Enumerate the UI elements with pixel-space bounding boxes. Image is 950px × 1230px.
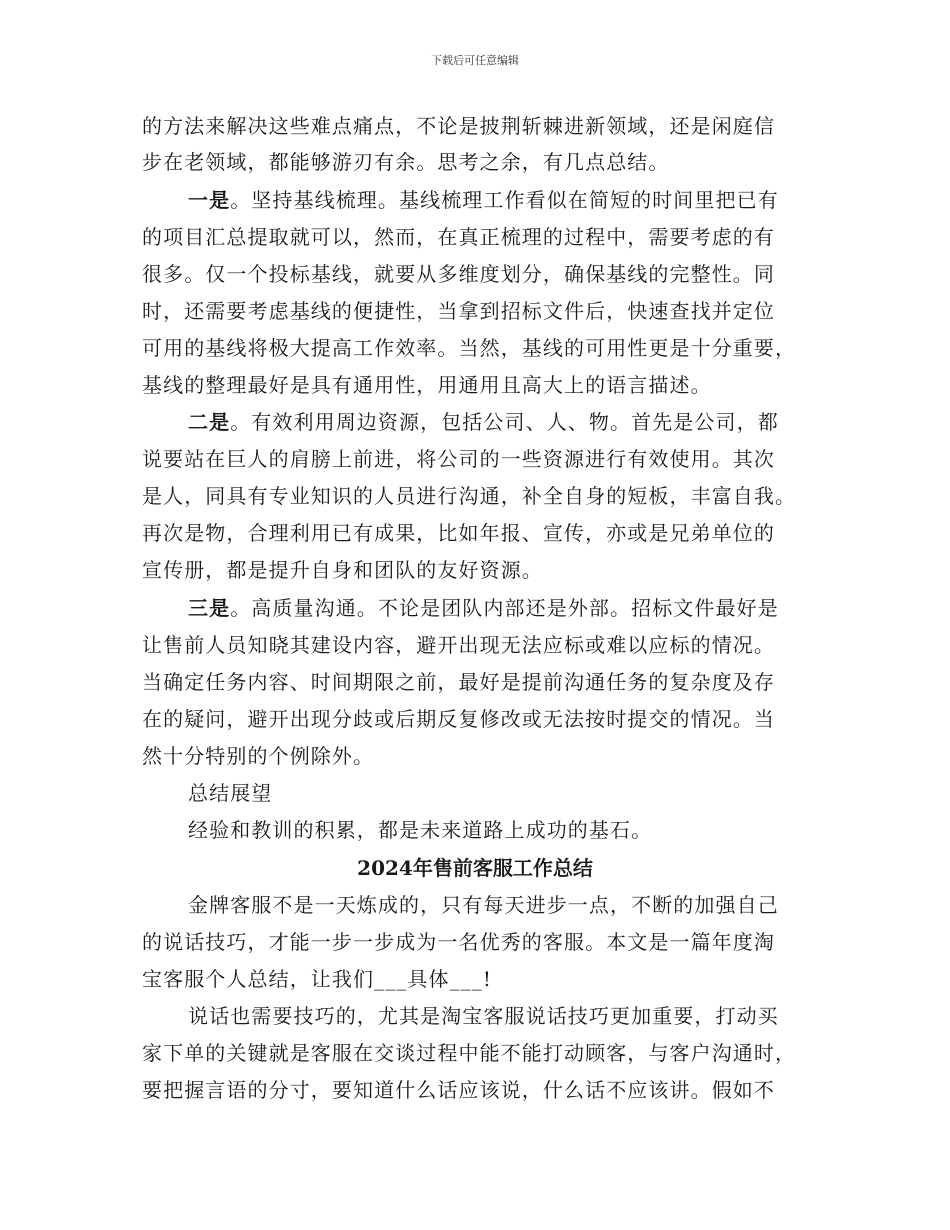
paragraph-first-line: 金牌客服不是一天炼成的，只有每天进步一点，不断的加强自己 bbox=[188, 893, 779, 917]
paragraph-line: 在的疑问，避开出现分歧或后期反复修改或无法按时提交的情况。当 bbox=[142, 707, 775, 731]
paragraph-line: 然十分特别的个例除外。 bbox=[142, 744, 375, 768]
paragraph-first-line bbox=[188, 592, 832, 624]
point-two-lead: 二是 bbox=[188, 410, 231, 434]
page-header: 下载后可任意编辑 bbox=[431, 54, 519, 67]
summary-heading: 总结展望 bbox=[188, 781, 273, 805]
paragraph-line: 时，还需要考虑基线的便捷性，当拿到招标文件后，快速查找并定位 bbox=[142, 299, 775, 323]
paragraph-line: 让售前人员知晓其建设内容，避开出现无法应标或难以应标的情况。 bbox=[142, 633, 775, 657]
paragraph-text: 。坚持基线梳理。基线梳理工作看似在简短的时间里把已有 bbox=[230, 188, 779, 212]
paragraph-first-line bbox=[188, 184, 832, 216]
paragraph-text: 。高质量沟通。不论是团队内部还是外部。招标文件最好是 bbox=[230, 596, 779, 620]
paragraph-first-line: 说话也需要技巧的，尤其是淘宝客服说话技巧更加重要，打动买 bbox=[188, 1004, 779, 1028]
paragraph-line: 家下单的关键就是客服在交谈过程中能不能打动顾客，与客户沟通时， bbox=[142, 1041, 797, 1065]
paragraph-line: 步在老领域，都能够游刃有余。思考之余，有几点总结。 bbox=[142, 150, 670, 174]
paragraph-line: 说要站在巨人的肩膀上前进，将公司的一些资源进行有效使用。其次 bbox=[142, 447, 775, 471]
paragraph-line: 要把握言语的分寸，要知道什么话应该说，什么话不应该讲。假如不 bbox=[142, 1078, 775, 1102]
paragraph-line: 很多。仅一个投标基线，就要从多维度划分，确保基线的完整性。同 bbox=[142, 262, 775, 286]
summary-text: 经验和教训的积累，都是未来道路上成功的基石。 bbox=[188, 818, 653, 842]
paragraph-line: 的项目汇总提取就可以，然而，在真正梳理的过程中，需要考虑的有 bbox=[142, 225, 775, 249]
paragraph-first-line bbox=[188, 406, 832, 438]
paragraph-line: 可用的基线将极大提高工作效率。当然，基线的可用性更是十分重要， bbox=[142, 336, 797, 360]
paragraph-line: 宝客服个人总结，让我们___具体___! bbox=[142, 967, 493, 991]
paragraph-line: 宣传册，都是提升自身和团队的友好资源。 bbox=[142, 558, 543, 582]
point-one-lead: 一是 bbox=[188, 188, 231, 212]
paragraph-line: 再次是物，合理利用已有成果，比如年报、宣传，亦或是兄弟单位的 bbox=[142, 521, 775, 545]
paragraph-line: 当确定任务内容、时间期限之前，最好是提前沟通任务的复杂度及存 bbox=[142, 670, 775, 694]
paragraph-line: 的说话技巧，才能一步一步成为一名优秀的客服。本文是一篇年度淘 bbox=[142, 930, 775, 954]
paragraph-line: 基线的整理最好是具有通用性，用通用且高大上的语言描述。 bbox=[142, 373, 712, 397]
paragraph-line: 的方法来解决这些难点痛点，不论是披荆斩棘进新领域，还是闲庭信 bbox=[142, 114, 775, 138]
section-title: 2024年售前客服工作总结 bbox=[357, 856, 593, 880]
point-three-lead: 三是 bbox=[188, 596, 231, 620]
paragraph-text: 。有效利用周边资源，包括公司、人、物。首先是公司，都 bbox=[230, 410, 779, 434]
paragraph-line: 是人，同具有专业知识的人员进行沟通，补全自身的短板，丰富自我。 bbox=[142, 484, 797, 508]
